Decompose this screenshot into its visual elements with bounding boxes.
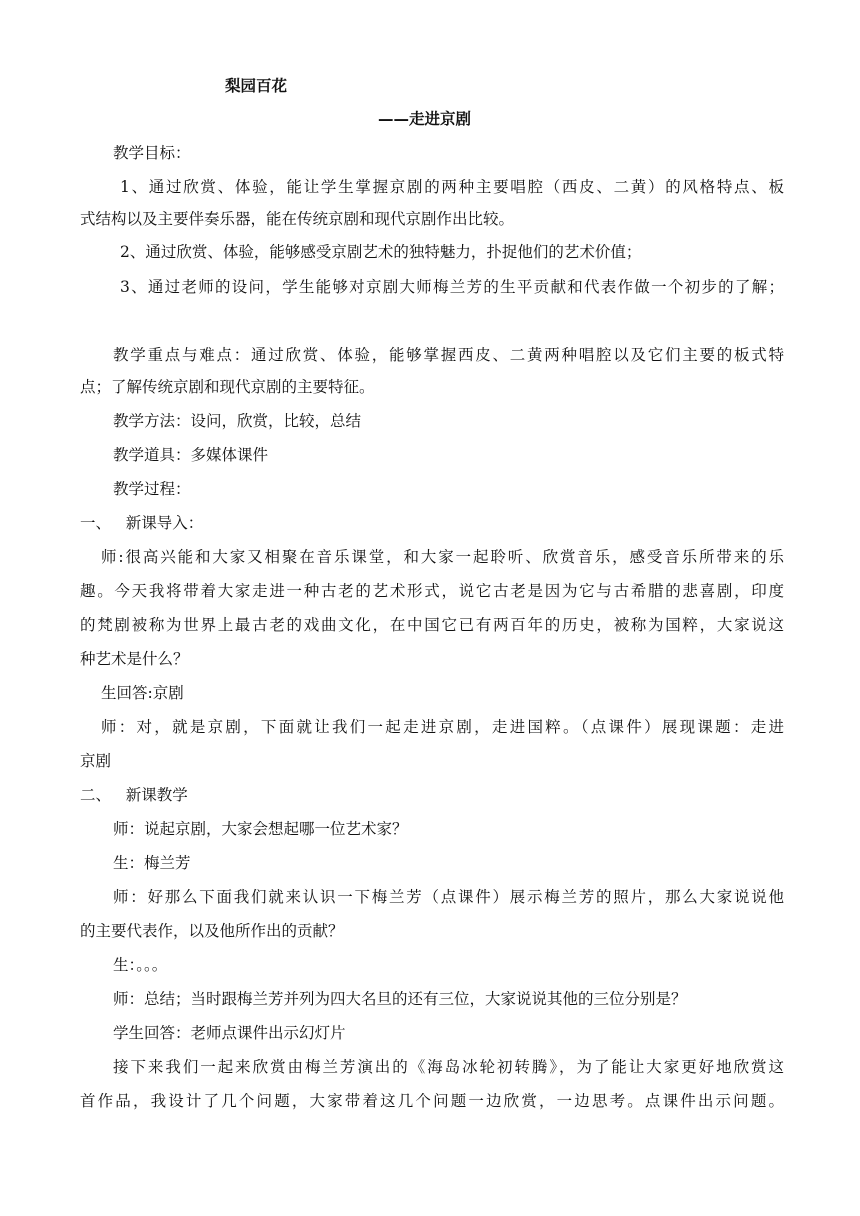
section-heading-process: 教学过程：: [113, 480, 191, 498]
paragraph-line: 首作品，我设计了几个问题，大家带着这几个问题一边欣赏，一边思考。点课件出示问题。: [80, 1092, 784, 1110]
paragraph-line: 教学方法：设问，欣赏，比较，总结: [113, 412, 362, 430]
paragraph-line: 点；了解传统京剧和现代京剧的主要特征。: [80, 378, 375, 396]
paragraph-line: 师：说起京剧，大家会想起哪一位艺术家？: [113, 820, 408, 838]
paragraph-line: 师：好那么下面我们就来认识一下梅兰芳（点课件）展示梅兰芳的照片，那么大家说说他: [113, 888, 784, 906]
paragraph-line: 教学重点与难点：通过欣赏、体验，能够掌握西皮、二黄两种唱腔以及它们主要的板式特: [113, 346, 784, 364]
paragraph-line: 师：对，就是京剧，下面就让我们一起走进京剧，走进国粹。（点课件）展现课题：走进: [101, 718, 784, 736]
paragraph-line: 生：。。。: [113, 956, 168, 974]
paragraph-line: 2、通过欣赏、体验，能够感受京剧艺术的独特魅力，扑捉他们的艺术价值；: [120, 243, 642, 261]
section-heading-intro: 一、 新课导入：: [80, 514, 204, 532]
paragraph-line: 师：总结；当时跟梅兰芳并列为四大名旦的还有三位，大家说说其他的三位分别是？: [113, 990, 687, 1008]
paragraph-line: 的梵剧被称为世界上最古老的戏曲文化，在中国它已有两百年的历史，被称为国粹，大家说这: [80, 616, 784, 634]
paragraph-line: 1、通过欣赏、体验，能让学生掌握京剧的两种主要唱腔（西皮、二黄）的风格特点、板: [120, 178, 784, 196]
section-heading-new-lesson: 二、 新课教学: [80, 786, 188, 804]
document-subtitle: ——走进京剧: [378, 110, 472, 128]
paragraph-line: 生：梅兰芳: [113, 854, 191, 872]
paragraph-line: 师:很高兴能和大家又相聚在音乐课堂，和大家一起聆听、欣赏音乐，感受音乐所带来的乐: [101, 548, 784, 566]
paragraph-line: 接下来我们一起来欣赏由梅兰芳演出的《海岛冰轮初转腾》，为了能让大家更好地欣赏这: [113, 1058, 784, 1076]
section-heading-objectives: 教学目标：: [113, 144, 191, 162]
document-title: 梨园百花: [225, 77, 288, 95]
paragraph-line: 的主要代表作，以及他所作出的贡献？: [80, 922, 344, 940]
paragraph-line: 生回答:京剧: [101, 684, 184, 702]
paragraph-line: 式结构以及主要伴奏乐器，能在传统京剧和现代京剧作出比较。: [80, 210, 515, 228]
paragraph-line: 种艺术是什么？: [80, 650, 189, 668]
paragraph-line: 趣。今天我将带着大家走进一种古老的艺术形式，说它古老是因为它与古希腊的悲喜剧，印度: [80, 582, 784, 600]
paragraph-line: 教学道具：多媒体课件: [113, 446, 269, 464]
paragraph-line: 3、通过老师的设问，学生能够对京剧大师梅兰芳的生平贡献和代表作做一个初步的了解；: [120, 278, 784, 296]
paragraph-line: 京剧: [80, 752, 112, 770]
paragraph-line: 学生回答：老师点课件出示幻灯片: [113, 1024, 346, 1042]
